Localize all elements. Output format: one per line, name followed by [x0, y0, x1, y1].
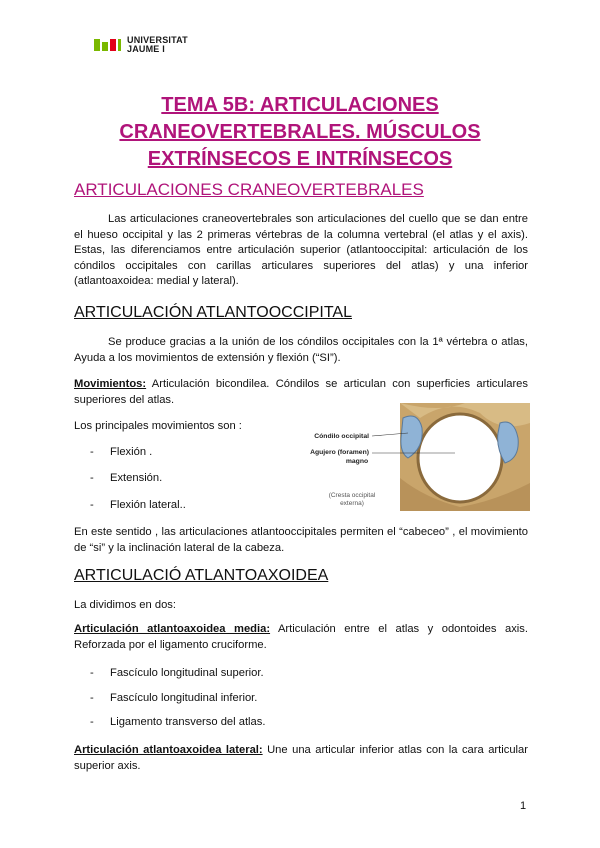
list-item: - Extensión. — [90, 472, 163, 484]
university-logo — [94, 36, 188, 54]
figure-label-cresta-1: (Cresta occipital — [328, 492, 376, 499]
logo-line2: JAUME I — [127, 44, 165, 54]
closing-paragraph: En este sentido , las articulaciones atlantooccipitales permiten el “cabeceo” , el movimiento de “si” y la inclinación lateral de la cabeza. — [74, 526, 528, 554]
movements-intro: Los principales movimientos son : — [74, 420, 242, 432]
lateral-label: Articulación atlantoaxoidea lateral: — [74, 744, 263, 756]
figure-label-cresta-2: externa) — [340, 500, 364, 507]
list-item: - Ligamento transverso del atlas. — [90, 716, 266, 728]
atlantoaxoidea-intro: La dividimos en dos: — [74, 599, 176, 611]
document-title — [40, 92, 560, 173]
atlantooccipital-paragraph-text: Se produce gracias a la unión de los cóndilos occipitales con la 1ª vértebra o atlas, Ayuda a los movimientos de extensión y flexión (“SI”). — [74, 336, 528, 364]
list-item: - Flexión . — [90, 446, 153, 458]
occipital-bone-figure — [300, 403, 530, 511]
section-heading-atlantooccipital: ARTICULACIÓN ATLANTOOCCIPITAL — [74, 304, 352, 321]
movimientos-text: Articulación bicondilea. Cóndilos se articulan con superficies articulares superiores del atlas. — [74, 378, 528, 406]
foramen-magnum — [418, 414, 502, 502]
list-item: - Fascículo longitudinal superior. — [90, 667, 264, 679]
lateral-text: Une una articular inferior atlas con la cara articular superior axis. — [74, 744, 528, 772]
section-heading-craneovertebrales: ARTICULACIONES CRANEOVERTEBRALES — [74, 180, 424, 199]
logo-line1: UNIVERSITAT — [127, 35, 188, 45]
atlantooccipital-paragraph — [74, 335, 528, 366]
media-paragraph — [74, 622, 528, 653]
figure-label-agujero-1: Agujero (foramen) — [310, 449, 369, 456]
page-number: 1 — [520, 800, 527, 812]
title-line-3: EXTRÍNSECOS E INTRÍNSECOS — [147, 148, 453, 170]
intro-paragraph-text: Las articulaciones craneovertebrales son articulaciones del cuello que se dan entre el hueso occipital y las 2 primeras vértebras de la columna vertebral (el atlas y el axis). Estas, las diferenciamos entre articulación superior (atlantooccipital: articulación de los cóndilos occipitales con carillas articulares superiores del atlas) y una inferior (atlantoaxoidea: medial y lateral). — [74, 213, 528, 287]
figure-label-agujero-2: magno — [345, 458, 369, 465]
intro-paragraph — [74, 212, 528, 290]
title-line-1: TEMA 5B: ARTICULACIONES — [161, 94, 439, 116]
lateral-paragraph — [74, 743, 528, 774]
list-item: - Fascículo longitudinal inferior. — [90, 692, 258, 704]
section-heading-atlantoaxoidea: ARTICULACIÓ ATLANTOAXOIDEA — [74, 567, 329, 584]
figure-label-condilo: Cóndilo occipital — [314, 433, 369, 440]
logo-mark-icon — [94, 39, 121, 51]
media-text: Articulación entre el atlas y odontoides axis. Reforzada por el ligamento cruciforme. — [74, 623, 528, 651]
title-line-2: CRANEOVERTEBRALES. MÚSCULOS — [119, 121, 481, 143]
list-item: - Flexión lateral.. — [90, 499, 186, 511]
media-label: Articulación atlantoaxoidea media: — [74, 623, 271, 635]
movimientos-label: Movimientos: — [74, 378, 147, 390]
